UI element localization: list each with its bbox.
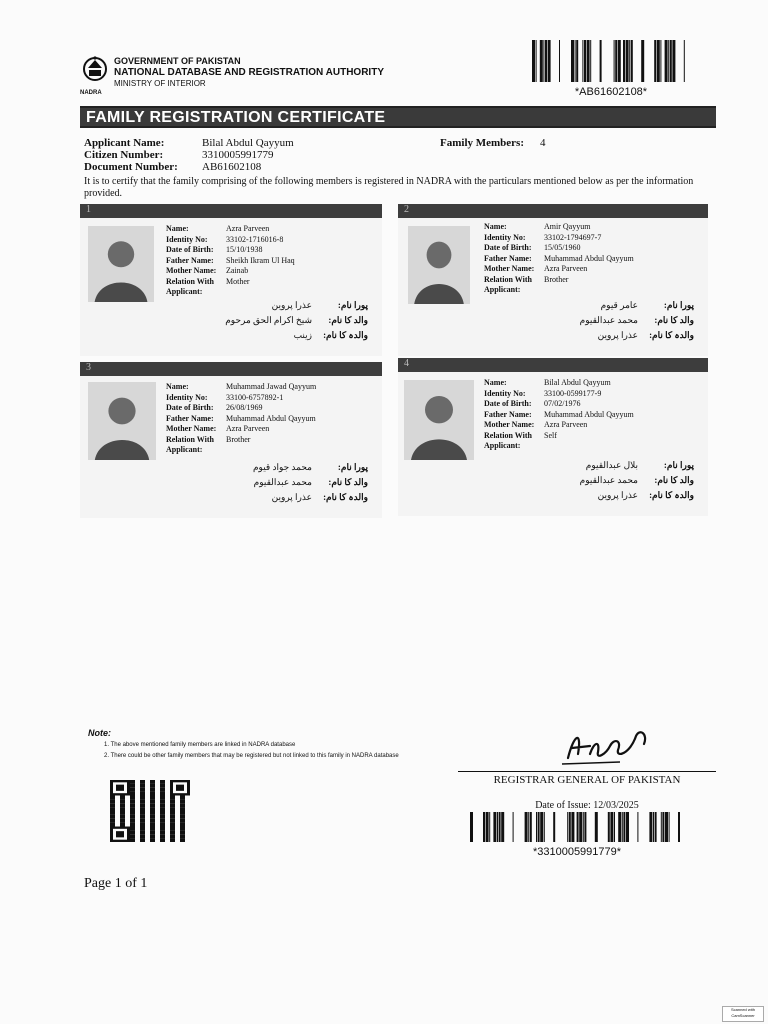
name-label: Name: [166, 224, 189, 233]
member-mother: Azra Parveen [226, 424, 270, 433]
member-number: 3 [86, 362, 91, 373]
member-identity: 33102-1794697-7 [544, 232, 602, 242]
mother-label: Mother Name: [484, 264, 535, 273]
qr-code [110, 780, 190, 842]
relation-label: Relation With Applicant: [166, 434, 214, 454]
org-line-2: NATIONAL DATABASE AND REGISTRATION AUTHORITY [114, 67, 384, 78]
member-urdu-name: عذرا پروین [271, 300, 312, 310]
dob-label: Date of Birth: [484, 243, 532, 252]
relation-label: Relation With Applicant: [484, 274, 532, 294]
document-number: AB61602108 [202, 161, 262, 173]
member-dob: 15/10/1938 [226, 245, 263, 254]
father-label: Father Name: [484, 253, 532, 263]
name-label: Name: [166, 382, 189, 391]
member-dob: 15/05/1960 [544, 243, 581, 252]
dob-label: Date of Birth: [166, 245, 214, 254]
urdu-mother-label: والدہ کا نام: [323, 492, 368, 502]
member-urdu-mother: عذرا پروین [597, 490, 638, 500]
member-card [398, 358, 708, 516]
mother-label: Mother Name: [166, 424, 217, 433]
note-item: 2. There could be other family members that may be registered but not linked to this family in NADRA database [104, 753, 399, 759]
member-details [166, 224, 326, 298]
member-details [166, 382, 326, 456]
member-name: Bilal Abdul Qayyum [544, 378, 611, 387]
date-of-issue: Date of Issue: 12/03/2025 [535, 800, 639, 811]
member-dob: 07/02/1976 [544, 399, 581, 408]
member-urdu-details [168, 460, 368, 505]
member-urdu-details [494, 458, 694, 503]
certificate-title: FAMILY REGISTRATION CERTIFICATE [86, 109, 386, 126]
applicant-details [84, 137, 294, 173]
member-mother: Zainab [226, 266, 249, 275]
dob-label: Date of Birth: [166, 403, 214, 412]
family-members [440, 137, 546, 149]
family-members-label: Family Members: [440, 137, 524, 149]
member-number: 2 [404, 204, 409, 215]
applicant-name: Bilal Abdul Qayyum [202, 137, 294, 149]
member-mother: Azra Parveen [544, 420, 588, 429]
identity-label: Identity No: [484, 388, 526, 398]
urdu-name-label: پورا نام: [663, 460, 694, 470]
member-mother: Azra Parveen [544, 264, 588, 273]
member-number: 1 [86, 204, 91, 215]
father-label: Father Name: [166, 413, 214, 423]
document-barcode [532, 40, 690, 82]
citizen-number: 3310005991779 [202, 149, 274, 161]
member-card [398, 204, 708, 356]
document-number-label: Document Number: [84, 161, 178, 173]
citizen-number-label: Citizen Number: [84, 149, 164, 161]
family-members-count: 4 [540, 137, 546, 149]
urdu-father-label: والد کا نام: [654, 475, 694, 485]
identity-label: Identity No: [166, 234, 208, 244]
member-urdu-father: محمد عبدالقیوم [579, 315, 638, 325]
note-item: 1. The above mentioned family members are linked in NADRA database [104, 742, 296, 748]
member-card-header [80, 362, 382, 376]
org-line-3: MINISTRY OF INTERIOR [114, 79, 206, 88]
member-identity: 33100-6757892-1 [226, 392, 284, 402]
scanner-watermark: Scanned with CamScanner [722, 1006, 764, 1022]
organization-heading [114, 56, 384, 89]
member-urdu-mother: عذرا پروین [597, 330, 638, 340]
member-card [80, 204, 382, 356]
member-urdu-father: شیخ اکرام الحق مرحوم [225, 315, 312, 325]
member-father: Muhammad Abdul Qayyum [226, 413, 316, 423]
document-barcode-text: *AB61602108* [574, 86, 648, 98]
member-number: 4 [404, 358, 409, 369]
member-father: Muhammad Abdul Qayyum [544, 253, 634, 263]
citizen-barcode [470, 812, 684, 842]
nadra-emblem-icon [80, 54, 110, 94]
mother-label: Mother Name: [484, 420, 535, 429]
notes-list [104, 740, 399, 762]
member-details [484, 222, 644, 296]
urdu-father-label: والد کا نام: [328, 315, 368, 325]
member-name: Amir Qayyum [544, 222, 591, 231]
member-relation: Brother [544, 274, 569, 284]
identity-label: Identity No: [484, 232, 526, 242]
urdu-mother-label: والدہ کا نام: [649, 330, 694, 340]
member-urdu-father: محمد عبدالقیوم [579, 475, 638, 485]
urdu-mother-label: والدہ کا نام: [649, 490, 694, 500]
member-urdu-name: بلال عبدالقیوم [585, 460, 638, 470]
member-identity: 33100-0599177-9 [544, 388, 602, 398]
member-dob: 26/08/1969 [226, 403, 263, 412]
registrar-title: REGISTRAR GENERAL OF PAKISTAN [493, 774, 681, 786]
member-father: Muhammad Abdul Qayyum [544, 409, 634, 419]
member-urdu-father: محمد عبدالقیوم [253, 477, 312, 487]
member-urdu-mother: زینب [293, 330, 312, 340]
member-relation: Self [544, 430, 557, 440]
member-identity: 33102-1716016-8 [226, 234, 284, 244]
member-father: Sheikh Ikram Ul Haq [226, 255, 295, 265]
urdu-name-label: پورا نام: [663, 300, 694, 310]
father-label: Father Name: [484, 409, 532, 419]
member-name: Muhammad Jawad Qayyum [226, 382, 317, 391]
page-number: Page 1 of 1 [84, 876, 148, 891]
member-photo [408, 226, 470, 304]
title-bar [80, 106, 716, 128]
member-relation: Mother [226, 276, 250, 286]
urdu-father-label: والد کا نام: [328, 477, 368, 487]
name-label: Name: [484, 378, 507, 387]
name-label: Name: [484, 222, 507, 231]
urdu-mother-label: والدہ کا نام: [323, 330, 368, 340]
father-label: Father Name: [166, 255, 214, 265]
signature-line [458, 771, 716, 772]
member-name: Azra Parveen [226, 224, 270, 233]
member-card-header [398, 358, 708, 372]
member-relation: Brother [226, 434, 251, 444]
member-urdu-name: عامر قیوم [600, 300, 638, 310]
member-photo [404, 380, 474, 460]
member-urdu-details [494, 298, 694, 343]
registrar-signature [560, 724, 650, 768]
emblem-label: NADRA [80, 90, 102, 96]
member-card-header [398, 204, 708, 218]
member-card-header [80, 204, 382, 218]
urdu-name-label: پورا نام: [337, 300, 368, 310]
citizen-barcode-text: *3310005991779* [532, 846, 622, 858]
applicant-name-label: Applicant Name: [84, 137, 165, 149]
urdu-name-label: پورا نام: [337, 462, 368, 472]
member-urdu-mother: عذرا پروین [271, 492, 312, 502]
member-photo [88, 226, 154, 302]
member-urdu-details [168, 298, 368, 343]
note-label: Note: [88, 728, 111, 738]
identity-label: Identity No: [166, 392, 208, 402]
mother-label: Mother Name: [166, 266, 217, 275]
org-line-1: GOVERNMENT OF PAKISTAN [114, 56, 241, 66]
relation-label: Relation With Applicant: [166, 276, 214, 296]
relation-label: Relation With Applicant: [484, 430, 532, 450]
urdu-father-label: والد کا نام: [654, 315, 694, 325]
member-urdu-name: محمد جواد قیوم [252, 462, 312, 472]
member-photo [88, 382, 156, 460]
certification-text: It is to certify that the family comprising of the following members is registered in NADRA with the particulars mentioned below as per the information provided. [84, 176, 694, 199]
member-card [80, 362, 382, 518]
dob-label: Date of Birth: [484, 399, 532, 408]
member-details [484, 378, 644, 452]
